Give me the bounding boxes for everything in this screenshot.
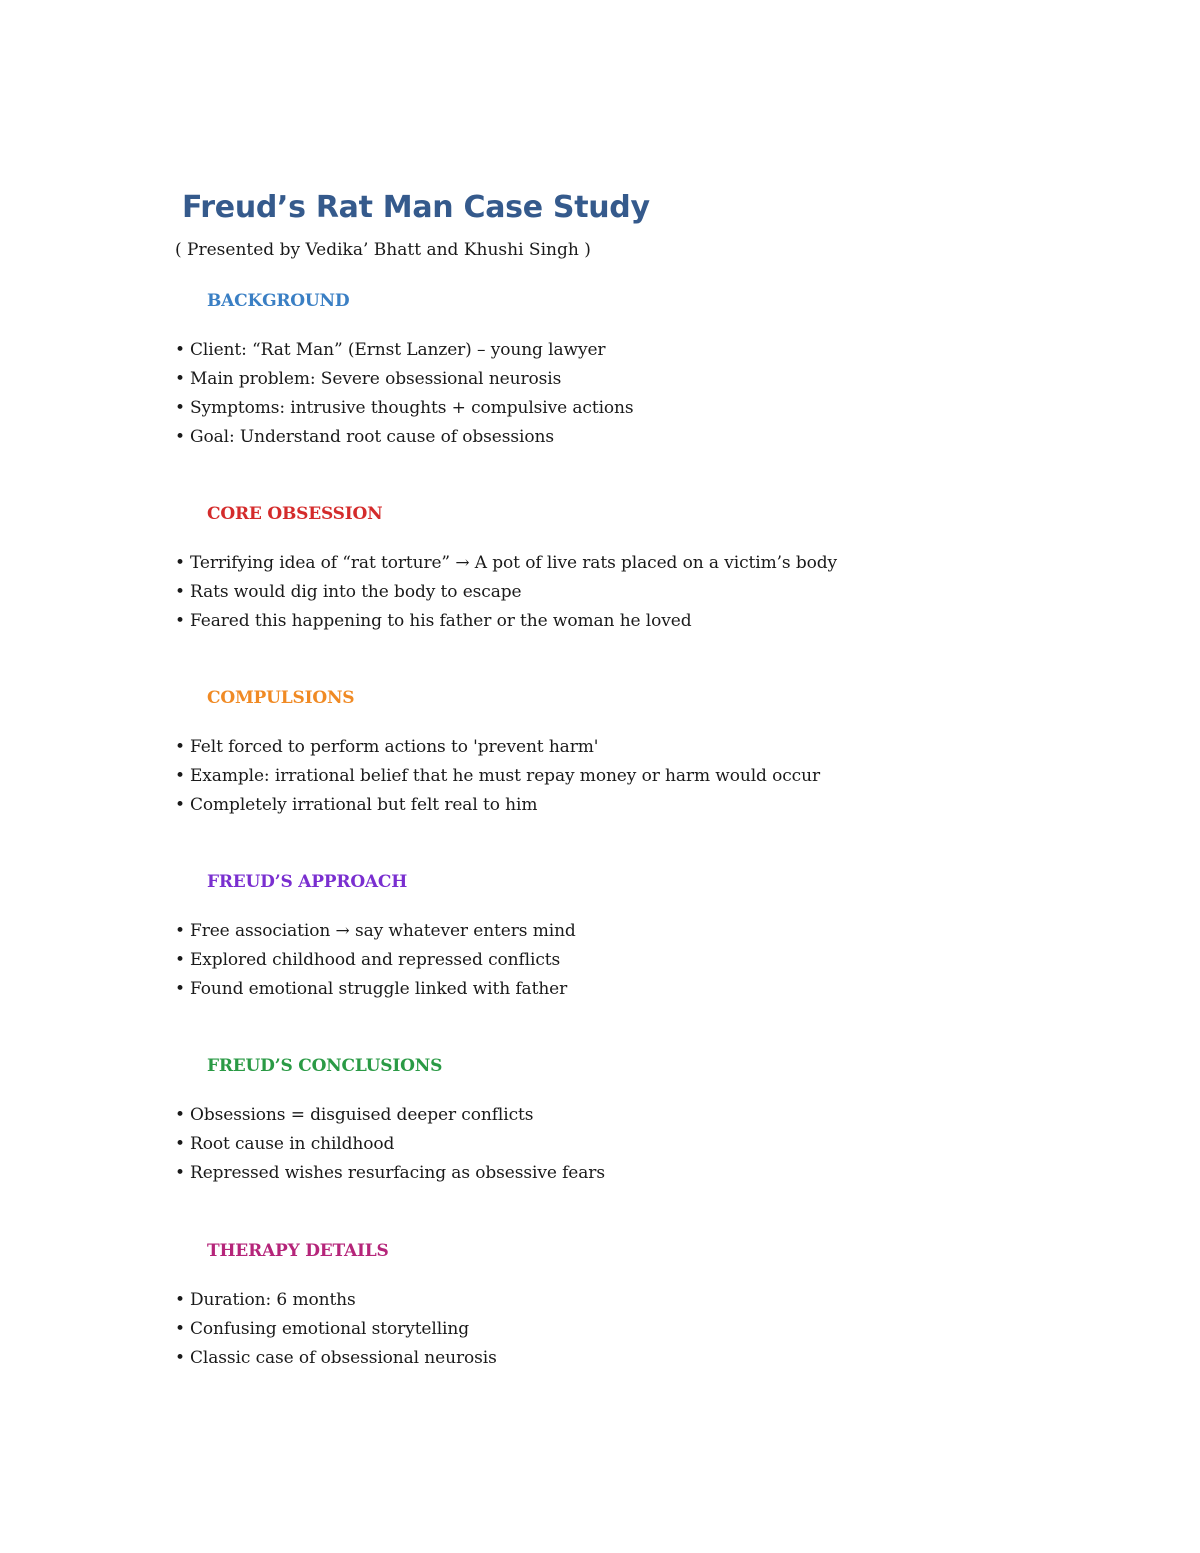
list-item-text: Feared this happening to his father or the woman he loved bbox=[190, 611, 692, 631]
section-heading: FREUD’S APPROACH bbox=[207, 872, 408, 892]
bullet-marker: • bbox=[175, 766, 185, 786]
list-item-text: Repressed wishes resurfacing as obsessive fears bbox=[190, 1163, 605, 1183]
bullet-list bbox=[175, 1288, 1135, 1375]
list-item-text: Obsessions = disguised deeper conflicts bbox=[190, 1105, 534, 1125]
section-heading: COMPULSIONS bbox=[207, 688, 355, 708]
list-item-text: Symptoms: intrusive thoughts + compulsive actions bbox=[190, 398, 634, 418]
list-item-text: Terrifying idea of “rat torture” → A pot of live rats placed on a victim’s body bbox=[190, 553, 838, 573]
list-item bbox=[175, 1103, 1135, 1132]
list-item bbox=[175, 1317, 1135, 1346]
list-item-text: Duration: 6 months bbox=[190, 1290, 356, 1310]
list-item bbox=[175, 1132, 1135, 1161]
bullet-marker: • bbox=[175, 340, 185, 360]
list-item bbox=[175, 1161, 1135, 1190]
bullet-marker: • bbox=[175, 398, 185, 418]
list-item-text: Confusing emotional storytelling bbox=[190, 1319, 470, 1339]
bullet-marker: • bbox=[175, 921, 185, 941]
list-item bbox=[175, 580, 1135, 609]
section-heading: FREUD’S CONCLUSIONS bbox=[207, 1056, 443, 1076]
section-background bbox=[175, 289, 1135, 454]
list-item-text: Root cause in childhood bbox=[190, 1134, 395, 1154]
list-item-text: Classic case of obsessional neurosis bbox=[190, 1348, 497, 1368]
list-item bbox=[175, 338, 1135, 367]
list-item bbox=[175, 977, 1135, 1006]
section-freuds-approach bbox=[175, 870, 1135, 1006]
list-item-text: Free association → say whatever enters mind bbox=[190, 921, 576, 941]
bullet-marker: • bbox=[175, 427, 185, 447]
list-item bbox=[175, 609, 1135, 638]
list-item bbox=[175, 793, 1135, 822]
list-item bbox=[175, 919, 1135, 948]
bullet-marker: • bbox=[175, 1319, 185, 1339]
section-heading: THERAPY DETAILS bbox=[207, 1241, 389, 1261]
bullet-marker: • bbox=[175, 1163, 185, 1183]
section-heading: CORE OBSESSION bbox=[207, 504, 383, 524]
list-item-text: Felt forced to perform actions to 'prevent harm' bbox=[190, 737, 599, 757]
bullet-marker: • bbox=[175, 737, 185, 757]
list-item bbox=[175, 367, 1135, 396]
list-item bbox=[175, 425, 1135, 454]
list-item-text: Goal: Understand root cause of obsessions bbox=[190, 427, 554, 447]
bullet-marker: • bbox=[175, 1134, 185, 1154]
section-heading: BACKGROUND bbox=[207, 291, 350, 311]
bullet-list bbox=[175, 338, 1135, 454]
section-therapy-details bbox=[175, 1239, 1135, 1375]
section-core-obsession bbox=[175, 502, 1135, 638]
list-item-text: Explored childhood and repressed conflicts bbox=[190, 950, 561, 970]
bullet-marker: • bbox=[175, 553, 185, 573]
bullet-marker: • bbox=[175, 1348, 185, 1368]
list-item bbox=[175, 948, 1135, 977]
bullet-list bbox=[175, 1103, 1135, 1190]
list-item bbox=[175, 1346, 1135, 1375]
list-item bbox=[175, 551, 1135, 580]
list-item-text: Found emotional struggle linked with father bbox=[190, 979, 568, 999]
list-item-text: Completely irrational but felt real to him bbox=[190, 795, 538, 815]
bullet-marker: • bbox=[175, 582, 185, 602]
list-item bbox=[175, 764, 1135, 793]
bullet-list bbox=[175, 735, 1135, 822]
list-item bbox=[175, 1288, 1135, 1317]
bullet-marker: • bbox=[175, 795, 185, 815]
bullet-marker: • bbox=[175, 369, 185, 389]
bullet-marker: • bbox=[175, 979, 185, 999]
presenters-line: ( Presented by Vedika’ Bhatt and Khushi Singh ) bbox=[175, 240, 591, 260]
section-compulsions bbox=[175, 686, 1135, 822]
bullet-marker: • bbox=[175, 1105, 185, 1125]
list-item-text: Example: irrational belief that he must repay money or harm would occur bbox=[190, 766, 820, 786]
list-item-text: Client: “Rat Man” (Ernst Lanzer) – young lawyer bbox=[190, 340, 606, 360]
section-freuds-conclusions bbox=[175, 1054, 1135, 1190]
list-item bbox=[175, 735, 1135, 764]
page-title: Freud’s Rat Man Case Study bbox=[182, 190, 650, 225]
bullet-list bbox=[175, 551, 1135, 638]
list-item bbox=[175, 396, 1135, 425]
bullet-marker: • bbox=[175, 950, 185, 970]
list-item-text: Main problem: Severe obsessional neurosis bbox=[190, 369, 562, 389]
bullet-marker: • bbox=[175, 1290, 185, 1310]
bullet-marker: • bbox=[175, 611, 185, 631]
bullet-list bbox=[175, 919, 1135, 1006]
list-item-text: Rats would dig into the body to escape bbox=[190, 582, 522, 602]
